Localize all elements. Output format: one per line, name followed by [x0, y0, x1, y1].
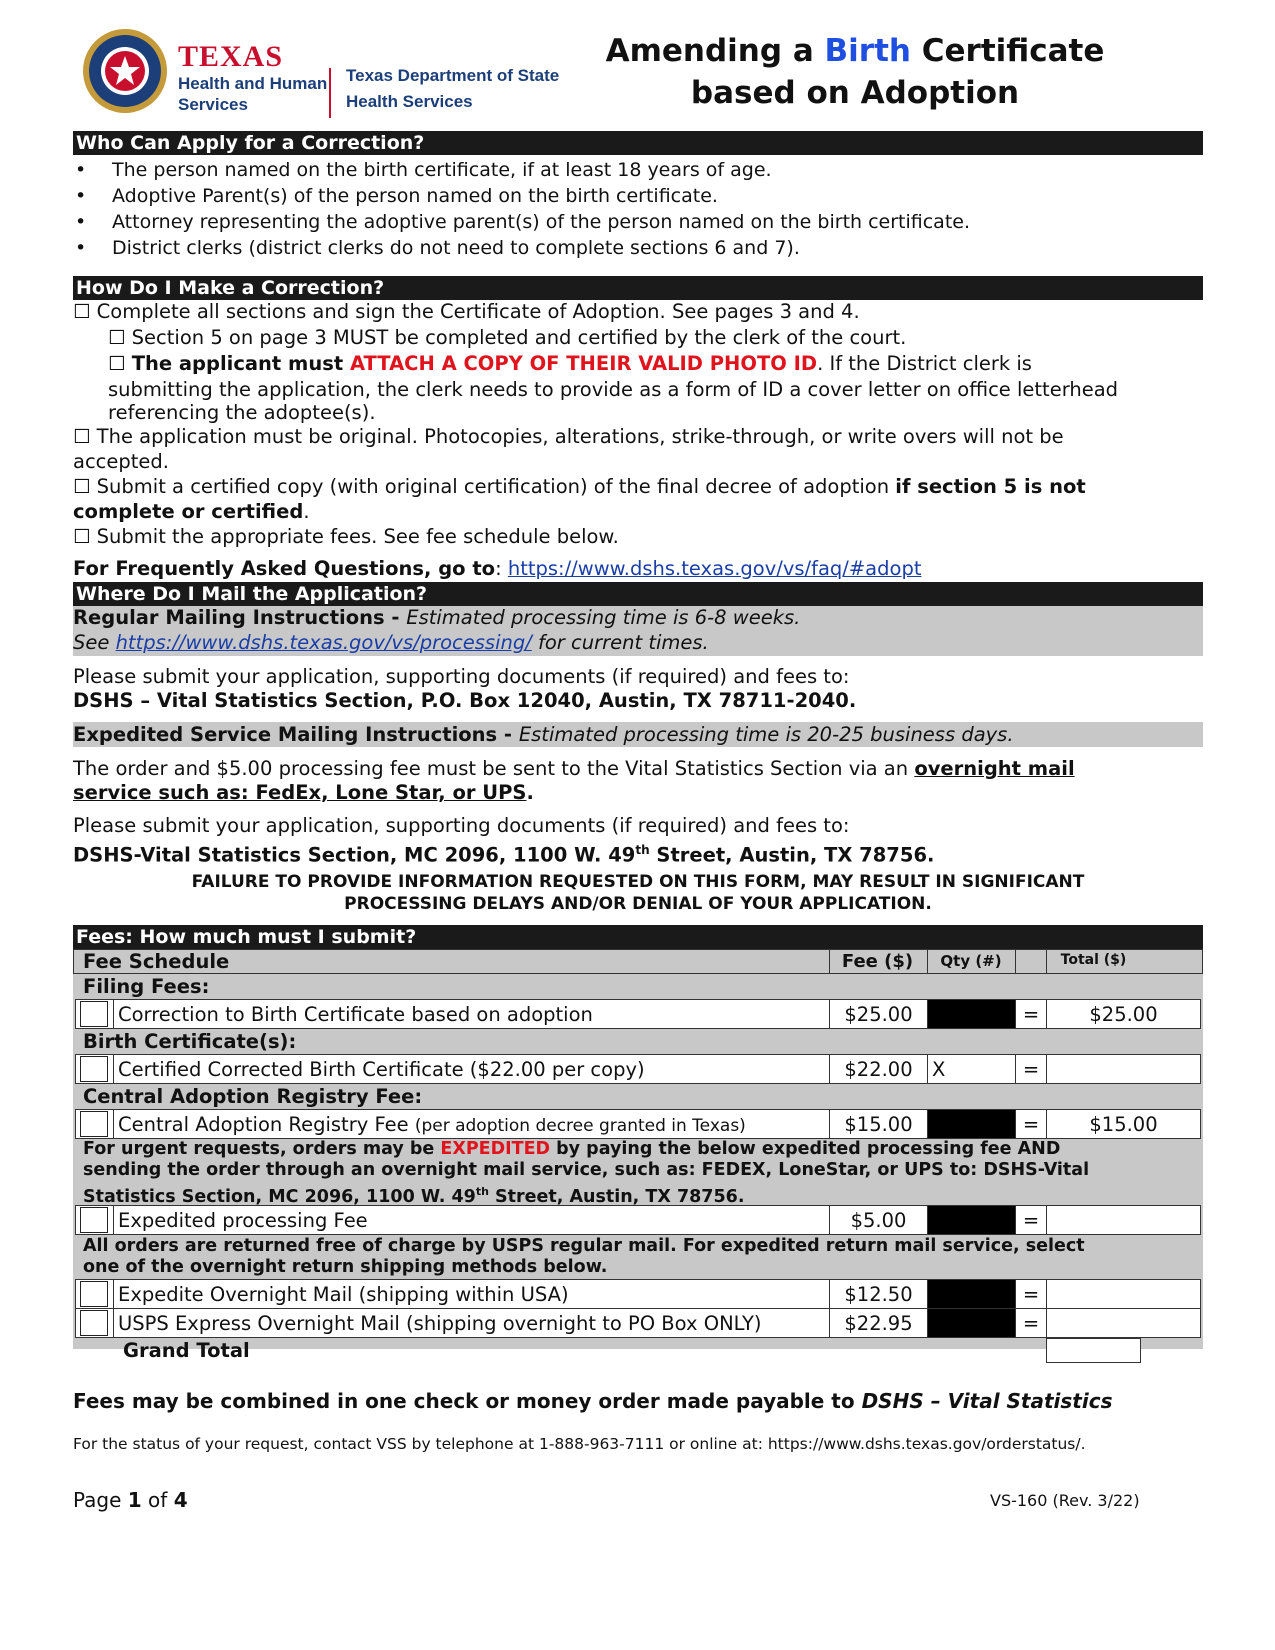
fee-amount: $5.00 — [830, 1206, 928, 1235]
fee-row-expedited — [75, 1205, 1201, 1235]
org-hhs-line1: Health and Human — [178, 74, 328, 93]
page-number: Page 1 of 4 — [73, 1488, 188, 1512]
faq-link[interactable]: https://www.dshs.texas.gov/vs/faq/#adopt — [507, 557, 922, 580]
fee-row-certified — [75, 1054, 1201, 1084]
qty-blocked — [928, 1206, 1016, 1235]
urgent-note: For urgent requests, orders may be EXPEDITED by paying the below expedited processing fee AND sending the order through an overnight mail service, such as: FEDEX, LoneStar, or UPS to: DSHS-Vital Statistics Section, MC 2096, 1100 W. 49th Street, Austin, TX 78756. — [83, 1139, 1090, 1207]
title-highlight: Birth — [824, 33, 911, 69]
fee-amount: $22.00 — [830, 1055, 928, 1084]
logo-divider — [329, 68, 331, 118]
col-fee: Fee ($) — [841, 951, 914, 972]
expedited-order: The order and $5.00 processing fee must be sent to the Vital Statistics Section via an overnight mail — [73, 757, 1075, 780]
equals: = — [1016, 1055, 1047, 1084]
fee-amount: $25.00 — [830, 1000, 928, 1029]
filing-section: Filing Fees: — [83, 975, 210, 998]
col-total: Total ($) — [1060, 952, 1127, 968]
org-texas: TEXAS — [178, 40, 284, 73]
fee-amount: $15.00 — [830, 1110, 928, 1139]
fee-row-overnight — [75, 1279, 1201, 1338]
hhs-seal-logo — [82, 28, 168, 114]
fee-label: USPS Express Overnight Mail (shipping overnight to PO Box ONLY) — [114, 1309, 830, 1338]
who-heading: Who Can Apply for a Correction? — [73, 131, 1203, 155]
title-part2: Certificate — [910, 33, 1105, 69]
grand-total-label: Grand Total — [123, 1339, 250, 1362]
fees-table-header — [73, 949, 1203, 974]
org-hhs-line2: Services — [178, 95, 248, 114]
fee-row-registry — [75, 1109, 1201, 1139]
regular-mail-title: Regular Mailing Instructions - Estimated processing time is 6-8 weeks. — [73, 606, 801, 629]
fee-label: Expedited processing Fee — [114, 1206, 830, 1235]
org-dshs-line2: Health Services — [346, 92, 473, 111]
combine-note: Fees may be combined in one check or money order made payable to DSHS – Vital Statistics — [73, 1389, 1113, 1413]
col-qty: Qty (#) — [940, 952, 1002, 970]
how-step2-line2: accepted. — [73, 450, 169, 473]
qty-blocked — [928, 1110, 1016, 1139]
fee-row-usps — [76, 1309, 1201, 1338]
how-step1: ☐ Complete all sections and sign the Certificate of Adoption. See pages 3 and 4. — [73, 300, 860, 323]
fee-total-input[interactable] — [1047, 1055, 1201, 1084]
equals: = — [1016, 1000, 1047, 1029]
how-step2-line1: ☐ The application must be original. Photocopies, alterations, strike-through, or write overs will not be — [73, 425, 1064, 448]
fee-total-input[interactable] — [1047, 1206, 1201, 1235]
status-note: For the status of your request, contact VSS by telephone at 1-888-963-7111 or online at: https://www.dshs.texas.gov/orderstatus/. — [73, 1435, 1086, 1453]
title-line2: based on Adoption — [690, 75, 1020, 111]
overnight-checkbox[interactable] — [80, 1281, 108, 1307]
how-step3-line2: complete or certified. — [73, 500, 310, 523]
col-divider — [1015, 949, 1016, 974]
equals: = — [1016, 1206, 1047, 1235]
qty-input[interactable]: X — [928, 1055, 1016, 1084]
processing-link[interactable]: https://www.dshs.texas.gov/vs/processing/ — [115, 631, 532, 654]
usps-checkbox[interactable] — [80, 1310, 108, 1336]
fee-total-input[interactable] — [1047, 1280, 1201, 1309]
expedited-checkbox[interactable] — [80, 1207, 108, 1233]
how-step1b: ☐ The applicant must ATTACH A COPY OF THEIR VALID PHOTO ID. If the District clerk is — [108, 352, 1032, 375]
regular-submit: Please submit your application, supporting documents (if required) and fees to: — [73, 665, 850, 688]
fee-total: $15.00 — [1047, 1110, 1201, 1139]
regular-mail-see: See https://www.dshs.texas.gov/vs/processing/ for current times. — [73, 631, 709, 654]
expedited-address: DSHS-Vital Statistics Section, MC 2096, 1100 W. 49th Street, Austin, TX 78756. — [73, 843, 935, 867]
qty-blocked — [928, 1000, 1016, 1029]
faq-line: For Frequently Asked Questions, go to: https://www.dshs.texas.gov/vs/faq/#adopt — [73, 557, 922, 580]
regular-address: DSHS – Vital Statistics Section, P.O. Box 12040, Austin, TX 78711-2040. — [73, 689, 857, 712]
page-title — [585, 30, 1125, 114]
fee-amount: $12.50 — [830, 1280, 928, 1309]
mail-heading: Where Do I Mail the Application? — [73, 582, 1203, 606]
certified-checkbox[interactable] — [80, 1056, 108, 1082]
fee-label: Correction to Birth Certificate based on adoption — [114, 1000, 830, 1029]
fee-row-correction — [75, 999, 1201, 1029]
qty-blocked — [928, 1309, 1016, 1338]
expedited-submit: Please submit your application, supporting documents (if required) and fees to: — [73, 814, 850, 837]
qty-blocked — [928, 1280, 1016, 1309]
warning-text: FAILURE TO PROVIDE INFORMATION REQUESTED ON THIS FORM, MAY RESULT IN SIGNIFICANT PROCESSING DELAYS AND/OR DENIAL OF YOUR APPLICATION. — [191, 872, 1085, 914]
form-id: VS-160 (Rev. 3/22) — [990, 1491, 1140, 1510]
how-step1a: ☐ Section 5 on page 3 MUST be completed and certified by the clerk of the court. — [108, 326, 907, 349]
return-note: All orders are returned free of charge by USPS regular mail. For expedited return mail service, select one of the overnight return shipping methods below. — [83, 1236, 1085, 1277]
fee-label: Certified Corrected Birth Certificate ($22.00 per copy) — [114, 1055, 830, 1084]
equals: = — [1016, 1280, 1047, 1309]
fee-total-input[interactable] — [1047, 1309, 1201, 1338]
expedited-service: service such as: FedEx, Lone Star, or UPS. — [73, 781, 534, 804]
fee-label: Expedite Overnight Mail (shipping within USA) — [114, 1280, 830, 1309]
how-step4: ☐ Submit the appropriate fees. See fee schedule below. — [73, 525, 619, 548]
expedited-mail-title: Expedited Service Mailing Instructions - Estimated processing time is 20-25 business days. — [73, 723, 1014, 746]
how-step3: ☐ Submit a certified copy (with original certification) of the final decree of adoption if section 5 is not — [73, 475, 1086, 498]
how-heading: How Do I Make a Correction? — [73, 276, 1203, 300]
correction-checkbox[interactable] — [80, 1001, 108, 1027]
birth-section: Birth Certificate(s): — [83, 1030, 297, 1053]
fee-label: Central Adoption Registry Fee (per adoption decree granted in Texas) — [114, 1110, 830, 1139]
org-dshs-line1: Texas Department of State — [346, 66, 560, 85]
registry-section: Central Adoption Registry Fee: — [83, 1085, 423, 1108]
grand-total-input[interactable] — [1046, 1338, 1141, 1363]
fee-amount: $22.95 — [830, 1309, 928, 1338]
col-fee-schedule: Fee Schedule — [83, 950, 230, 973]
equals: = — [1016, 1110, 1047, 1139]
title-part1: Amending a — [605, 33, 825, 69]
how-step1b-line2: submitting the application, the clerk needs to provide as a form of ID a cover letter on office letterhead — [108, 378, 1119, 401]
fee-total: $25.00 — [1047, 1000, 1201, 1029]
how-step1b-line3: referencing the adoptee(s). — [108, 401, 376, 424]
equals: = — [1016, 1309, 1047, 1338]
registry-checkbox[interactable] — [80, 1111, 108, 1137]
fees-heading: Fees: How much must I submit? — [73, 925, 1203, 949]
